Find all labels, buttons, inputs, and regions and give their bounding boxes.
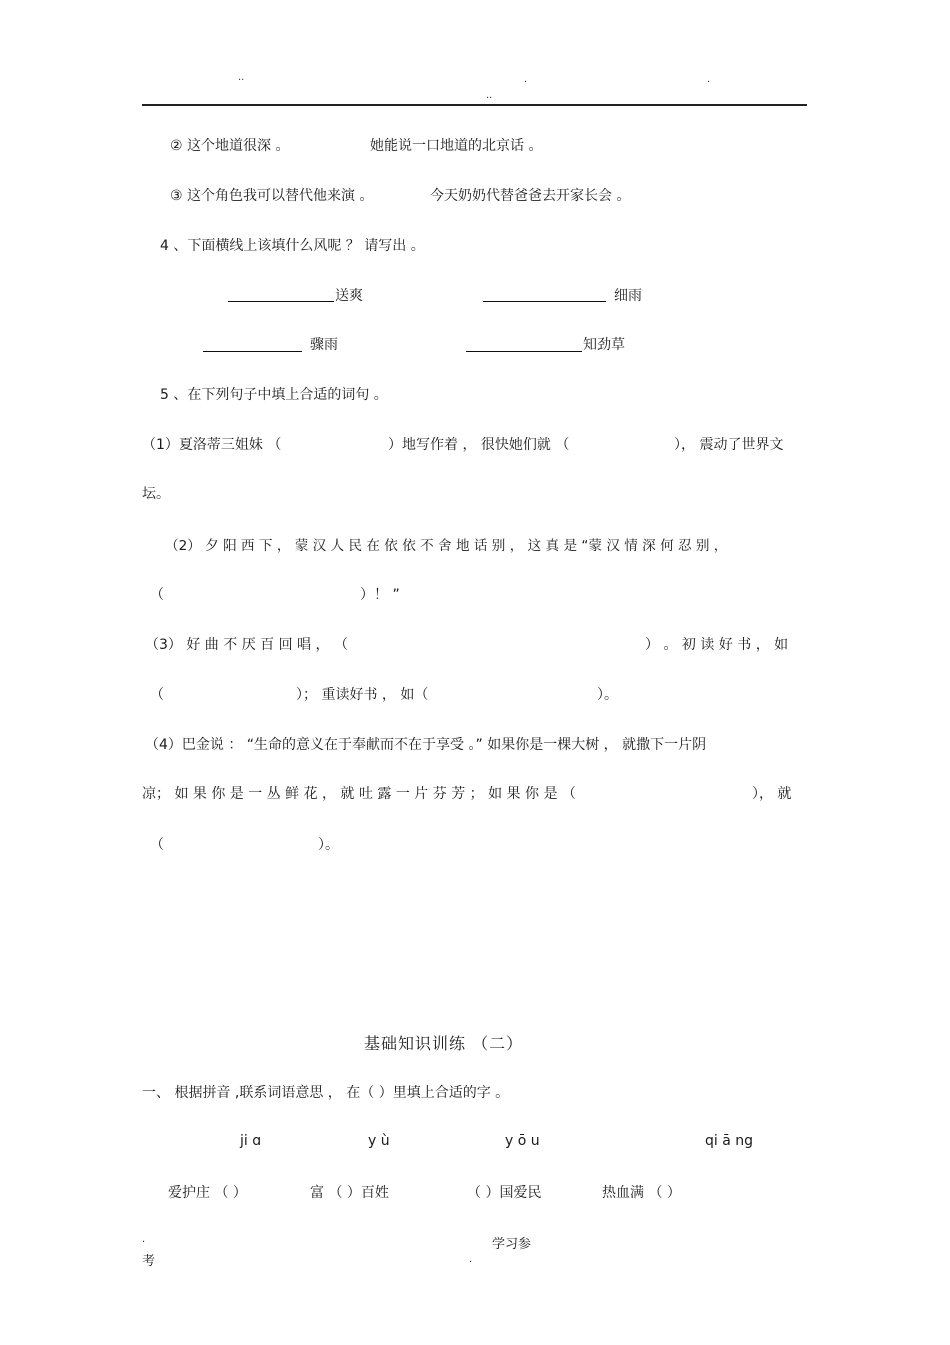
footer-dot-right: . [469,1254,473,1265]
q5-s1-c: ）， 震动了世界文 [674,437,784,453]
header-dot-center: . [524,74,528,85]
q5-s3-e: ）。 [597,687,618,703]
q5-s1-b: ）地写作着 ， 很快她们就 （ [388,437,570,453]
header-dots-under: .. [486,90,493,101]
q4-blank-4 [466,351,582,352]
q5-s2-b: （ [150,587,164,603]
q5-s3-b: ） 。 初 读 好 书 ， 如 [645,637,789,653]
pinyin-3: y ō u [505,1133,540,1149]
pinyin-2: y ù [368,1133,390,1149]
word-4: 热血满 （ ） [602,1185,681,1201]
q5-s4-d: （ [150,837,164,853]
q5-s3-a: （3） 好 曲 不 厌 百 回 唱 ， （ [145,637,348,653]
q3-line3-b: 今天奶奶代替爸爸去开家长会 。 [430,188,631,204]
word-1: 爱护庄 （ ） [168,1185,247,1201]
q3-line2-a: ② 这个地道很深 。 [170,138,290,154]
pinyin-4: qi ā ng [705,1133,754,1149]
q5-s3-c: （ [150,687,164,703]
q4-heading: 4 、下面横线上该填什么风呢 ？ 请写出 。 [160,238,425,254]
footer-text: 学习参 [492,1237,532,1252]
q5-heading: 5 、在下列句子中填上合适的词句 。 [160,387,388,403]
q4-item-1: 送爽 [335,288,363,304]
footer-dot-left: . [142,1234,146,1245]
footer-text-2: 考 [142,1254,156,1269]
q4-item-4: 知劲草 [583,337,625,353]
q5-s1-a: （1）夏洛蒂三姐妹 （ [142,437,282,453]
q5-s1-d: 坛。 [142,486,170,502]
word-3: （ ）国爱民 [467,1185,542,1201]
section2-title: 基础知识训练 （二） [364,1034,524,1053]
q4-blank-3 [203,351,302,352]
q5-s3-d: ）； 重读好书 ， 如（ [296,687,429,703]
q5-s4-e: ）。 [318,837,339,853]
pinyin-1: ji ɑ [240,1133,262,1149]
header-dot-right: . [707,74,711,85]
q5-s2-c: ）！ ” [360,587,400,603]
q5-s4-a: （4）巴金说 ： “生命的意义在于奉献而不在于享受 。” 如果你是一棵大树 ， 就撒下一片阴 [145,737,707,753]
header-rule [142,104,807,106]
q3-line3-a: ③ 这个角色我可以替代他来演 。 [170,188,374,204]
q5-s4-c: ）， 就 [752,786,792,802]
q4-item-3: 骤雨 [310,337,338,353]
q5-s4-b: 凉； 如 果 你 是 一 丛 鲜 花 ， 就 吐 露 一 片 芬 芳 ； 如 果 你 是 （ [142,786,576,802]
q4-blank-2 [483,301,606,302]
q4-blank-1 [228,301,334,302]
header-dots-left: .. [238,72,245,83]
q4-item-2: 细雨 [614,288,642,304]
word-2: 富 （ ）百姓 [310,1185,389,1201]
q3-line2-b: 她能说一口地道的北京话 。 [370,138,543,154]
section2-q1-heading: 一、 根据拼音 ,联系词语意思 ， 在（ ）里填上合适的字 。 [142,1085,510,1101]
q5-s2-a: （2） 夕 阳 西 下 ， 蒙 汉 人 民 在 依 依 不 舍 地 话 别 ， 这 真 是 “蒙 汉 情 深 何 忍 别 ， [165,538,728,554]
